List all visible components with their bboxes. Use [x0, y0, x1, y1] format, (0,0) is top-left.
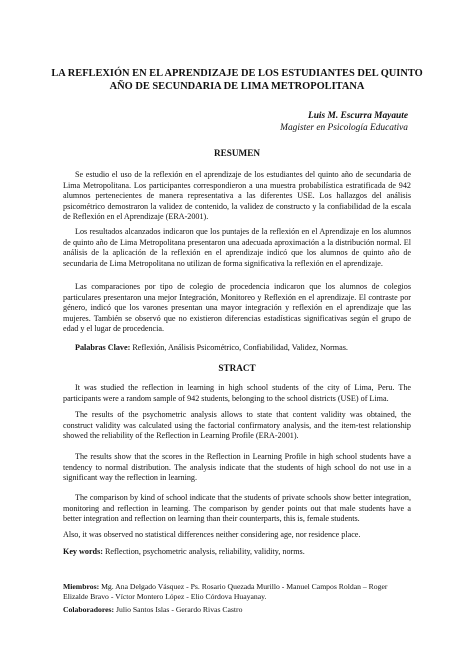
- footer-colaboradores-label: Colaboradores:: [63, 605, 115, 614]
- title-line-2: AÑO DE SECUNDARIA DE LIMA METROPOLITANA: [109, 80, 365, 92]
- author-affiliation: Magister en Psicología Educativa: [280, 122, 408, 133]
- abstract-heading: STRACT: [218, 363, 256, 373]
- abstract-keywords-text: Reflection, psychometric analysis, reliability, validity, norms.: [104, 547, 305, 556]
- footer-miembros-label: Miembros:: [63, 582, 100, 591]
- paper-title: [40, 68, 434, 93]
- resumen-paragraph-2: Los resultados alcanzados indicaron que los puntajes de la reflexión en el Aprendizaje en los alumnos de quinto año de Lima Metropolitana presentaron una adecuada aproximación a la distribución normal. El análisis de la aplicación de la reflexión en el aprendizaje indicó que los alumnos de quinto año de secundaria de Lima Metropolitana no utilizan de forma significativa la reflexión en el aprendizaje.: [63, 227, 411, 268]
- resumen-paragraph-3: Las comparaciones por tipo de colegio de procedencia indicaron que los alumnos de colegios particulares presentaron una mejor Integración, Monitoreo y Reflexión en el aprendizaje. El contraste por género, indicó que los varones presentan una mayor integración y reflexión en el aprendizaje que las mujeres. También se observó que no existieron diferencias estadísticas significativas según el grupo de edad y el lugar de procedencia.: [63, 282, 411, 334]
- footer-colaboradores: [63, 605, 413, 615]
- author-block: [280, 111, 408, 134]
- resumen-heading: RESUMEN: [214, 148, 260, 158]
- resumen-keywords-text: Reflexión, Análisis Psicométrico, Confiabilidad, Validez, Normas.: [132, 343, 348, 352]
- title-line-1: LA REFLEXIÓN EN EL APRENDIZAJE DE LOS ESTUDIANTES DEL QUINTO: [51, 68, 423, 79]
- abstract-keywords: [63, 547, 411, 558]
- resumen-keywords-label: Palabras Clave:: [75, 343, 131, 352]
- resumen-keywords: [63, 343, 411, 354]
- abstract-paragraph-3: The results show that the scores in the Reflection in Learning Profile in high school students have a tendency to normal distribution. The analysis indicate that the students of high school do not use in a significant way the reflection in learning.: [63, 452, 411, 483]
- abstract-paragraph-2: The results of the psychometric analysis allows to state that content validity was obtained, the construct validity was calculated using the factorial confirmatory analysis, and the item-test relationship showed the reliability of the Reflection in Learning Profile (ERA-2001).: [63, 410, 411, 441]
- footer-miembros: [63, 582, 413, 603]
- abstract-paragraph-1: It was studied the reflection in learning in high school students of the city of Lima, Peru. The participants were a random sample of 942 students, belonging to the school districts (USE) of Lima.: [63, 383, 411, 403]
- footer-colaboradores-text: Julio Santos Islas - Gerardo Rivas Castro: [116, 605, 243, 614]
- resumen-paragraph-1: Se estudio el uso de la reflexión en el aprendizaje de los estudiantes del quinto año de secundaria de Lima Metropolitana. Los participantes correspondieron a una muestra probabilística estratificada de 942 alumnos pertenecientes de manera representativa a las diferentes USE. Los hallazgos del análisis psicométrico demostraron la validez de contenido, la validez de constructo y la confiabilidad de la escala de Reflexión en el Aprendizaje (ERA-2001).: [63, 170, 411, 222]
- abstract-keywords-label: Key words:: [63, 547, 103, 556]
- footer-miembros-text: Mg. Ana Delgado Vásquez - Ps. Rosario Quezada Murillo - Manuel Campos Roldan – Roger Elizalde Bravo - Víctor Montero López - Elio Córdova Huayanay.: [63, 582, 388, 602]
- abstract-paragraph-5: Also, it was observed no statistical differences neither considering age, nor residence place.: [63, 530, 361, 539]
- abstract-paragraph-4: The comparison by kind of school indicate that the students of private schools show better integration, monitoring and reflection in learning. The comparison by gender points out that male students have a better integration and reflection on learning than their counterparts, this is, female students.: [63, 493, 411, 524]
- author-name: Luis M. Escurra Mayaute: [307, 111, 408, 121]
